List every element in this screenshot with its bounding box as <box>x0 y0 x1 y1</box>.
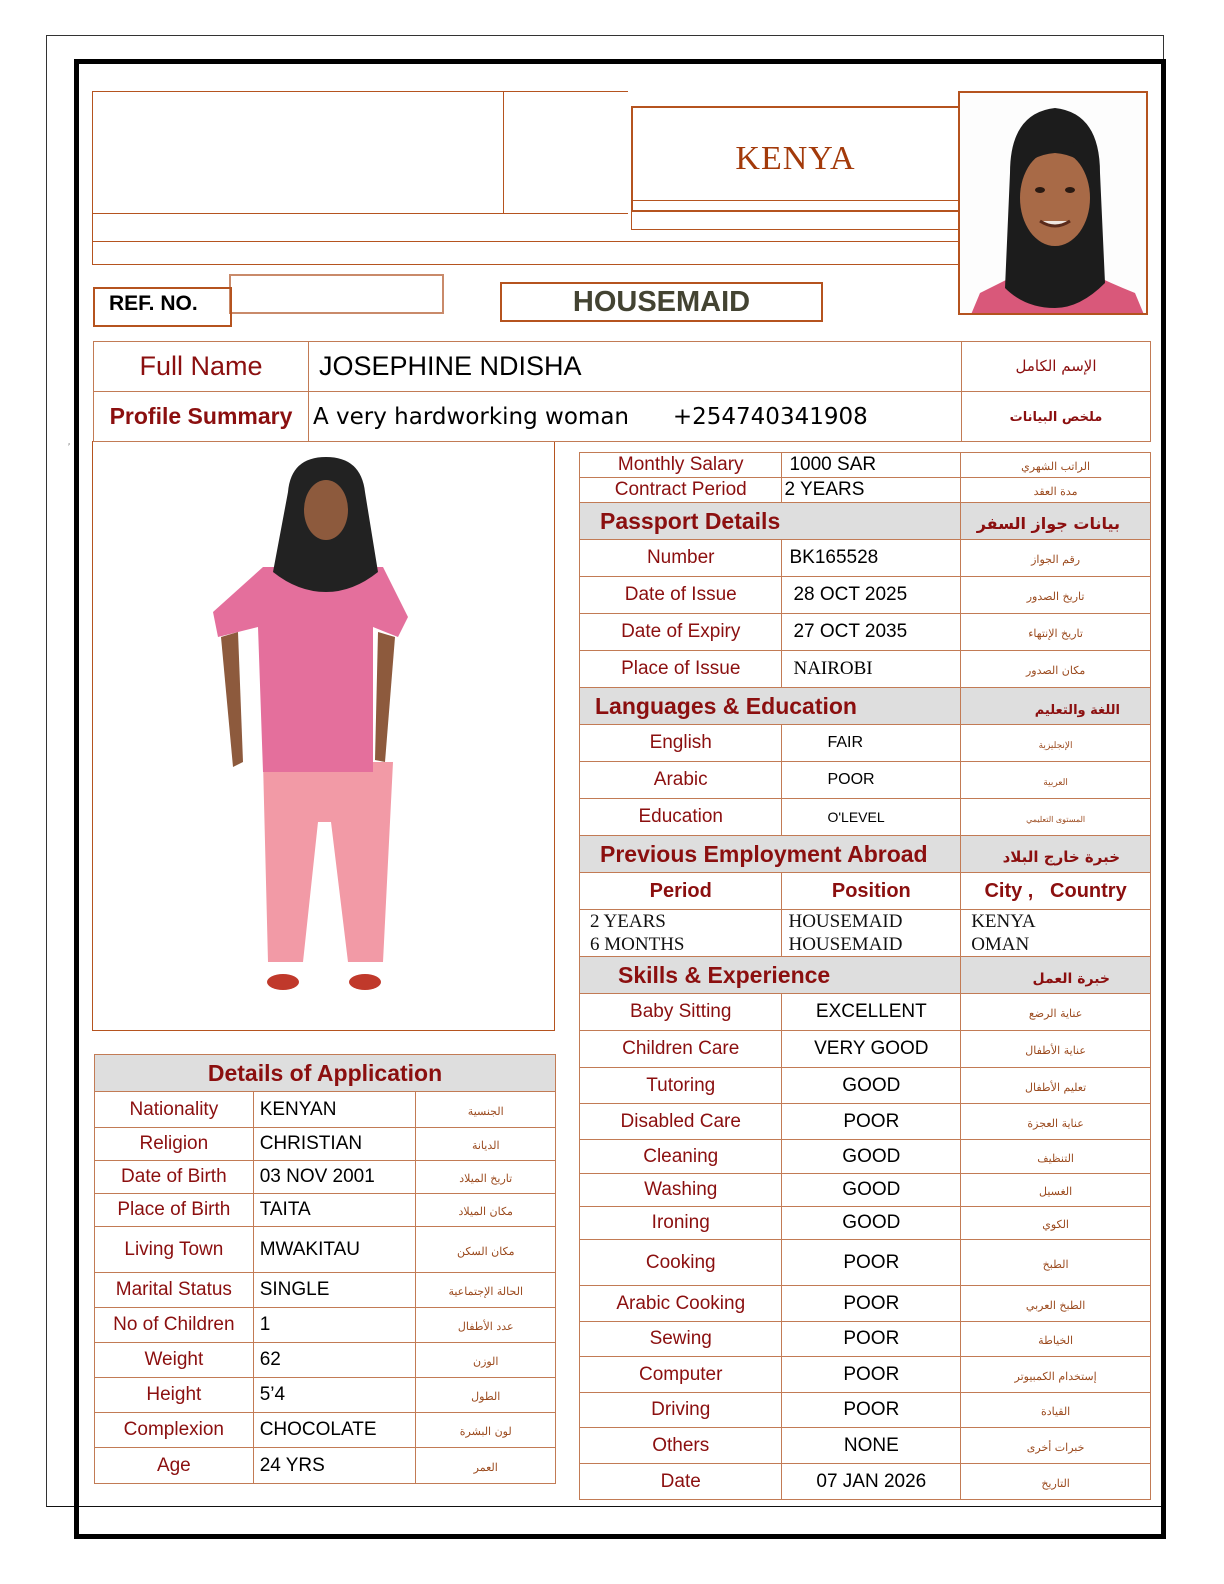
passport-row <box>580 577 1151 614</box>
application-row <box>95 1227 556 1273</box>
skill-rating: POOR <box>782 1322 961 1357</box>
skill-label: Cleaning <box>580 1140 782 1174</box>
full-name-label: Full Name <box>94 342 309 392</box>
skill-rating: POOR <box>782 1286 961 1322</box>
employment-title: Previous Employment Abroad <box>580 836 961 873</box>
contract-value: 2 YEARS <box>782 478 961 503</box>
skill-rating: POOR <box>782 1393 961 1428</box>
skill-label: Washing <box>580 1174 782 1207</box>
application-label: Place of Birth <box>95 1194 254 1227</box>
application-row <box>95 1448 556 1484</box>
skill-row <box>580 1140 1151 1174</box>
header-blank-box-mid <box>503 91 628 214</box>
application-value: 1 <box>253 1308 416 1343</box>
employment-period: 2 YEARS <box>590 911 666 932</box>
passport-section-header <box>580 503 1151 540</box>
skills-section-header <box>580 957 1151 994</box>
application-label: Age <box>95 1448 254 1484</box>
headshot-illustration <box>960 93 1148 315</box>
skill-row <box>580 1104 1151 1140</box>
skills-title-ar: خبرة العمل <box>1032 970 1110 987</box>
application-value: 03 NOV 2001 <box>253 1161 416 1194</box>
employment-country: KENYA <box>971 911 1036 932</box>
application-value: 5’4 <box>253 1378 416 1413</box>
skill-label: Driving <box>580 1393 782 1428</box>
language-label-ar: الإنجليزية <box>1038 741 1073 751</box>
skill-rating: GOOD <box>782 1140 961 1174</box>
employment-position: HOUSEMAID <box>788 911 903 932</box>
application-row <box>95 1128 556 1161</box>
skills-title: Skills & Experience <box>580 957 961 994</box>
skill-rating: GOOD <box>782 1174 961 1207</box>
full-body-illustration <box>93 442 555 1031</box>
contract-row <box>580 478 1151 503</box>
full-body-photo <box>92 441 555 1031</box>
language-label: English <box>580 725 782 762</box>
full-name-label-ar: الإسم الكامل <box>1015 357 1097 375</box>
application-row <box>95 1413 556 1448</box>
application-label-ar: مكان الميلاد <box>458 1205 513 1218</box>
passport-value: BK165528 <box>782 540 961 577</box>
application-row <box>95 1308 556 1343</box>
application-label-ar: لون البشرة <box>459 1425 512 1438</box>
skill-label-ar: التنظيف <box>1037 1151 1074 1165</box>
passport-label: Date of Issue <box>580 577 782 614</box>
headshot-photo <box>958 91 1148 315</box>
passport-label-ar: رقم الجواز <box>1031 553 1081 566</box>
contract-label-ar: الراتب الشهري <box>1021 460 1091 473</box>
skill-label-ar: عناية الرضع <box>1028 1007 1083 1020</box>
contract-row <box>580 453 1151 478</box>
contract-label: Contract Period <box>580 478 782 503</box>
passport-row <box>580 540 1151 577</box>
application-value: 62 <box>253 1343 416 1378</box>
full-name-value: JOSEPHINE NDISHA <box>309 342 962 392</box>
skill-label: Others <box>580 1428 782 1464</box>
application-value: 24 YRS <box>253 1448 416 1484</box>
languages-section-header <box>580 688 1151 725</box>
language-label: Arabic <box>580 762 782 799</box>
skill-rating: GOOD <box>782 1068 961 1104</box>
application-table <box>94 1054 556 1484</box>
employment-header-position: Position <box>782 873 961 910</box>
skill-label: Computer <box>580 1357 782 1393</box>
skill-row <box>580 1207 1151 1240</box>
language-value: POOR <box>782 762 961 799</box>
skill-rating: POOR <box>782 1240 961 1286</box>
employment-header-row <box>580 873 1151 910</box>
skill-row <box>580 1428 1151 1464</box>
language-value: O'LEVEL <box>782 799 961 836</box>
application-label-ar: مكان السكن <box>456 1244 515 1258</box>
skill-label: Tutoring <box>580 1068 782 1104</box>
employment-title-ar: خبرة خارج البلاد <box>1002 847 1120 866</box>
skill-row <box>580 1068 1151 1104</box>
skill-rating: POOR <box>782 1357 961 1393</box>
skill-row <box>580 1174 1151 1207</box>
application-label: No of Children <box>95 1308 254 1343</box>
passport-value: 27 OCT 2035 <box>782 614 961 651</box>
position-title: HOUSEMAID <box>500 282 823 322</box>
application-label: Nationality <box>95 1092 254 1128</box>
skill-rating: 07 JAN 2026 <box>782 1464 961 1500</box>
skill-row <box>580 1031 1151 1068</box>
identity-table <box>93 341 1151 442</box>
application-row <box>95 1161 556 1194</box>
application-row <box>95 1273 556 1308</box>
profile-summary-label: Profile Summary <box>94 392 309 442</box>
margin-mark: ⸗ <box>68 442 70 448</box>
skill-label-ar: الغسيل <box>1039 1185 1073 1198</box>
employment-country: OMAN <box>971 934 1030 955</box>
application-label-ar: الحالة الإجتماعية <box>448 1285 523 1298</box>
language-value: FAIR <box>782 725 961 762</box>
application-title-row <box>95 1055 556 1092</box>
skill-row <box>580 1393 1151 1428</box>
languages-title-ar: اللغة والتعليم <box>1034 702 1120 718</box>
skill-label: Children Care <box>580 1031 782 1068</box>
application-value: CHRISTIAN <box>253 1128 416 1161</box>
skill-rating: VERY GOOD <box>782 1031 961 1068</box>
application-value: SINGLE <box>253 1273 416 1308</box>
contract-label-ar: مدة العقد <box>1033 485 1078 498</box>
skill-label: Baby Sitting <box>580 994 782 1031</box>
employment-section-header <box>580 836 1151 873</box>
skill-label-ar: الطبخ العربي <box>1025 1298 1086 1312</box>
ref-number-label: REF. NO. <box>93 287 232 327</box>
full-name-row <box>94 342 1151 392</box>
skill-row <box>580 1240 1151 1286</box>
country-box <box>631 106 960 212</box>
profile-summary-label-ar: ملخص البيانات <box>1009 409 1103 425</box>
skill-rating: EXCELLENT <box>782 994 961 1031</box>
passport-label: Number <box>580 540 782 577</box>
passport-label-ar: مكان الصدور <box>1025 664 1086 677</box>
employment-position: HOUSEMAID <box>788 934 903 955</box>
application-label: Marital Status <box>95 1273 254 1308</box>
application-label-ar: عدد الأطفال <box>457 1320 514 1333</box>
language-row <box>580 762 1151 799</box>
skill-label: Cooking <box>580 1240 782 1286</box>
application-label: Complexion <box>95 1413 254 1448</box>
header-blank-row-2 <box>92 241 960 265</box>
profile-summary-row <box>94 392 1151 442</box>
skill-row <box>580 1357 1151 1393</box>
application-label-ar: الطول <box>471 1390 501 1403</box>
passport-value: 28 OCT 2025 <box>782 577 961 614</box>
skill-rating: POOR <box>782 1104 961 1140</box>
contract-label: Monthly Salary <box>580 453 782 478</box>
application-list <box>95 1092 556 1484</box>
passport-row <box>580 614 1151 651</box>
skill-label-ar: تعليم الأطفال <box>1025 1080 1087 1094</box>
application-label-ar: الديانة <box>471 1139 500 1152</box>
skill-row <box>580 994 1151 1031</box>
skill-label-ar: إستخدام الكمبيوتر <box>1014 1369 1097 1383</box>
skill-label-ar: خبرات أخرى <box>1026 1440 1085 1454</box>
passport-label: Place of Issue <box>580 651 782 688</box>
application-title: Details of Application <box>95 1055 556 1092</box>
languages-title: Languages & Education <box>580 688 961 725</box>
application-label: Date of Birth <box>95 1161 254 1194</box>
application-value: MWAKITAU <box>253 1227 416 1273</box>
application-label: Religion <box>95 1128 254 1161</box>
skill-label: Disabled Care <box>580 1104 782 1140</box>
language-label: Education <box>580 799 782 836</box>
employment-header-country: City , Country <box>961 873 1151 910</box>
skill-label: Ironing <box>580 1207 782 1240</box>
employment-row <box>580 910 1151 957</box>
skill-label-ar: الخياطة <box>1038 1334 1074 1347</box>
application-value: CHOCOLATE <box>253 1413 416 1448</box>
passport-label: Date of Expiry <box>580 614 782 651</box>
employment-header-period: Period <box>580 873 782 910</box>
skill-row <box>580 1286 1151 1322</box>
ref-number-field <box>229 274 444 314</box>
application-label-ar: الجنسية <box>467 1104 504 1118</box>
skill-rating: NONE <box>782 1428 961 1464</box>
skill-row <box>580 1322 1151 1357</box>
application-row <box>95 1378 556 1413</box>
passport-value: NAIROBI <box>782 651 961 688</box>
application-row <box>95 1092 556 1128</box>
passport-row <box>580 651 1151 688</box>
skill-label: Arabic Cooking <box>580 1286 782 1322</box>
language-label-ar: العربية <box>1043 778 1068 788</box>
language-row <box>580 799 1151 836</box>
application-value: TAITA <box>253 1194 416 1227</box>
contract-value: 1000 SAR <box>782 453 961 478</box>
application-value: KENYAN <box>253 1092 416 1128</box>
skill-label-ar: عناية الأطفال <box>1025 1044 1086 1057</box>
employment-period: 6 MONTHS <box>590 934 685 955</box>
skill-label: Sewing <box>580 1322 782 1357</box>
passport-label-ar: تاريخ الصدور <box>1026 590 1085 603</box>
application-row <box>95 1194 556 1227</box>
profile-summary-value: A very hardworking woman +254740341908 <box>309 392 962 442</box>
application-label: Weight <box>95 1343 254 1378</box>
skill-label-ar: التاريخ <box>1041 1476 1070 1490</box>
language-row <box>580 725 1151 762</box>
application-label-ar: العمر <box>473 1460 498 1474</box>
country-name: KENYA <box>735 140 856 177</box>
application-label: Living Town <box>95 1227 254 1273</box>
application-label-ar: الوزن <box>472 1355 499 1368</box>
language-label-ar: المستوى التعليمي <box>1026 815 1086 824</box>
passport-title-ar: بيانات جواز السفر <box>976 513 1120 533</box>
skill-label: Date <box>580 1464 782 1500</box>
passport-label-ar: تاريخ الإنتهاء <box>1028 627 1083 640</box>
application-row <box>95 1343 556 1378</box>
skill-label-ar: عناية العجزة <box>1027 1116 1084 1130</box>
application-label: Height <box>95 1378 254 1413</box>
skill-rating: GOOD <box>782 1207 961 1240</box>
header-blank-box-left <box>92 91 504 214</box>
skills-list <box>580 994 1151 1500</box>
skill-row <box>580 1464 1151 1500</box>
passport-title: Passport Details <box>580 503 961 540</box>
application-label-ar: تاريخ الميلاد <box>459 1172 513 1185</box>
details-right-table <box>579 452 1151 1500</box>
skill-label-ar: الطبخ <box>1042 1257 1069 1271</box>
skill-label-ar: القيادة <box>1040 1405 1071 1418</box>
skill-label-ar: الكوي <box>1042 1218 1069 1231</box>
